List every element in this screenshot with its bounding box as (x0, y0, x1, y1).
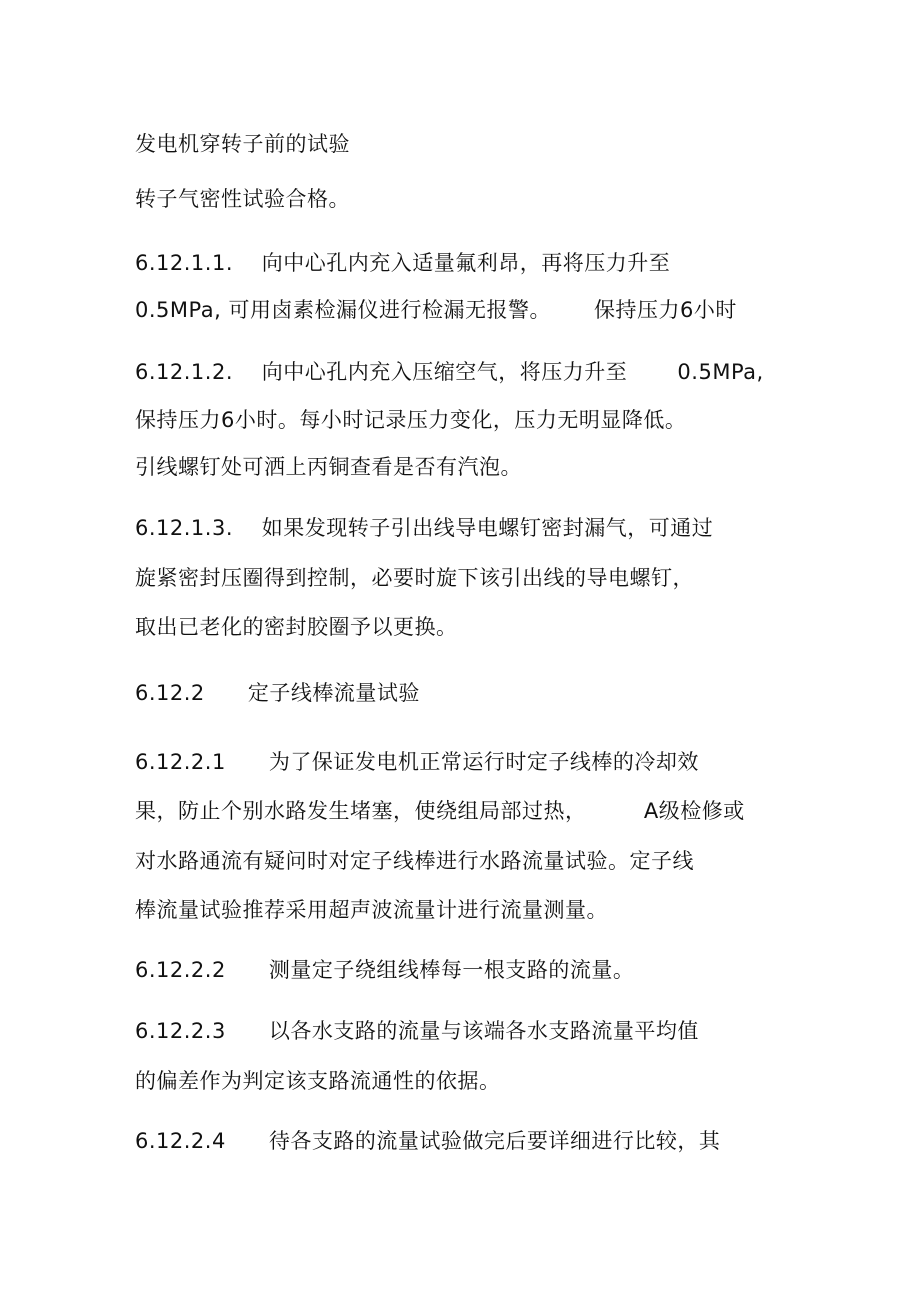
clause-6-12-1-3: 6.12.1.3. 如果发现转子引出线导电螺钉密封漏气，可通过 (135, 516, 714, 540)
clause-6-12-1-2: 6.12.1.2. 向中心孔内充入压缩空气，将压力升至 0.5MPa, (135, 360, 764, 384)
text-line: 的偏差作为判定该支路流通性的依据。 (135, 1069, 501, 1093)
text-line: 取出已老化的密封胶圈予以更换。 (135, 615, 458, 639)
clause-6-12-2-3: 6.12.2.3 以各水支路的流量与该端各水支路流量平均值 (135, 1019, 699, 1043)
clause-6-12-2-heading: 6.12.2 定子线棒流量试验 (135, 681, 420, 705)
clause-6-12-2-4: 6.12.2.4 待各支路的流量试验做完后要详细进行比较，其 (135, 1129, 721, 1153)
text-line: 旋紧密封压圈得到控制，必要时旋下该引出线的导电螺钉， (135, 566, 694, 590)
text-line: 棒流量试验推荐采用超声波流量计进行流量测量。 (135, 898, 608, 922)
text-line: 0.5MPa, 可用卤素检漏仪进行检漏无报警。 保持压力6小时 (135, 298, 737, 322)
text-line: 保持压力6小时。每小时记录压力变化，压力无明显降低。 (135, 408, 687, 432)
text-line: 果，防止个别水路发生堵塞，使绕组局部过热， A级检修或 (135, 799, 745, 823)
text-line: 引线螺钉处可洒上丙铜查看是否有汽泡。 (135, 455, 522, 479)
clause-6-12-2-2: 6.12.2.2 测量定子绕组线棒每一根支路的流量。 (135, 958, 635, 982)
text-line: 转子气密性试验合格。 (135, 187, 350, 211)
clause-6-12-2-1: 6.12.2.1 为了保证发电机正常运行时定子线棒的冷却效 (135, 750, 699, 774)
section-title: 发电机穿转子前的试验 (135, 132, 350, 156)
text-line: 对水路通流有疑问时对定子线棒进行水路流量试验。定子线 (135, 849, 694, 873)
clause-6-12-1-1: 6.12.1.1. 向中心孔内充入适量氟利昂，再将压力升至 (135, 251, 671, 275)
